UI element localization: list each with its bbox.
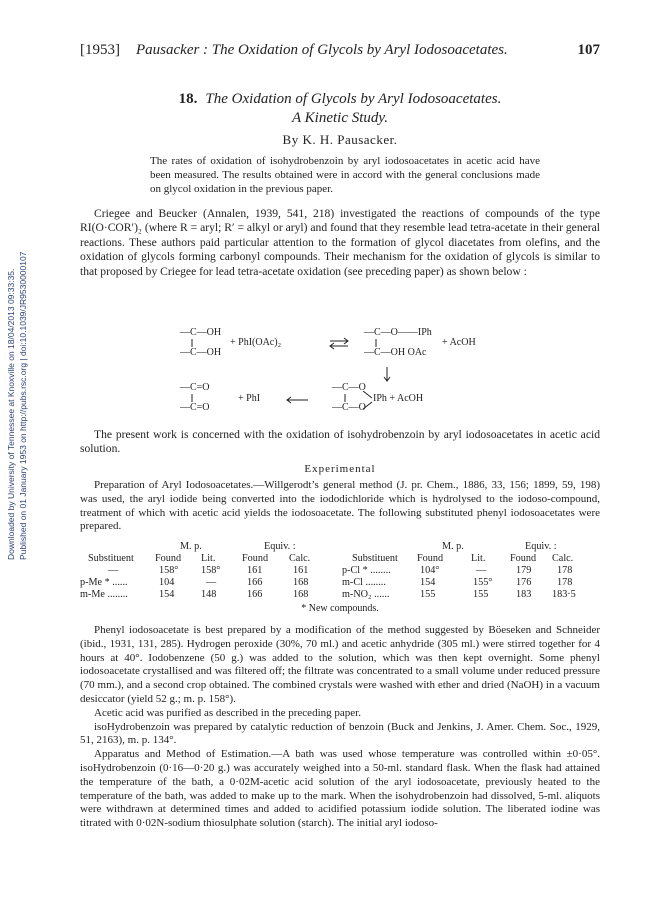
table-cell: m-NO₂ ...... [342,589,390,600]
col-equiv-found-left: Found [242,553,269,564]
carbonyl-top: —C=O [180,382,210,393]
reaction-scheme [180,315,480,425]
glycol-bottom: —C—OH [180,347,222,358]
col-substituent-left: Substituent [88,553,134,564]
intermediate-bottom: —C—OH OAc [364,347,427,358]
cyclic-bottom: —C—O [332,402,366,413]
col-lit-right: Lit. [471,553,486,564]
intermediate-top: —C—O——IPh [364,327,432,338]
table-cell: 168 [293,589,309,600]
table-cell: 178 [557,577,573,588]
acoh-product: + AcOH [442,337,476,348]
table-cell: 176 [516,577,532,588]
mp-header-right: M. p. [442,541,464,552]
table-cell: 154 [159,589,175,600]
table-cell: 161 [247,565,263,576]
phenyl-paragraph: Phenyl iodosoacetate is best prepared by a modification of the method suggested by Böeseken and Schneider (ibid., 1931, 131, 285). Hydrogen peroxide (30%, 70 ml.) and acetic anhydride (305 ml.) were stirred together for 4 hours at 40°. Iodobenzene (50 g.) was added to the solution, which was then kept overnight. Some phenyl iodosoacetate crystallised and was filtered off; the filtrate was concentrated to a small volume under reduced pressure (70 mm.), and a second crop obtained. The combined crystals were washed with ether and dried (NaOH) in a vacuum desiccator (yield 52 g.; m. p. 158°). [80,624,600,705]
table-cell: 148 [201,589,217,600]
present-work-paragraph: The present work is concerned with the oxidation of isohydrobenzoin by aryl iodosoacetates in acetic acid solution. [80,428,600,456]
table-cell: m-Me ........ [80,589,128,600]
table-cell: 183 [516,589,532,600]
table-cell: 155° [473,577,493,588]
col-calc-right: Calc. [552,553,574,564]
table-cell: p-Cl * ........ [342,565,391,576]
title-line-1: The Oxidation of Glycols by Aryl Iodosoacetates. [205,91,502,107]
acetic-paragraph: Acetic acid was purified as described in the preceding paper. [94,706,361,719]
table-cell: — [108,565,119,576]
table-cell: 161 [293,565,309,576]
table-cell: 179 [516,565,532,576]
table-cell: 158° [201,565,221,576]
abstract: The rates of oxidation of isohydrobenzoin by aryl iodosoacetates in acetic acid have been measured. The results obtained were in accord with the general conclusions made on glycol oxidation in the previous paper. [150,155,540,195]
table-cell: 168 [293,577,309,588]
col-found-left: Found [155,553,182,564]
isohydrobenzoin-paragraph: isoHydrobenzoin was prepared by catalytic reduction of benzoin (Buck and Jenkins, J. Amer. Chem. Soc., 1929, 51, 2163), m. p. 134°. [80,720,600,747]
methods-section [80,624,600,831]
table-cell: 166 [247,589,263,600]
table-cell: p-Me * ...... [80,577,128,588]
published-note[interactable]: Published on 01 January 1953 on http://pubs.rsc.org | doi:10.1039/JR9530000107 [18,251,28,560]
downloaded-note: Downloaded by University of Tennessee at Knoxville on 18/04/2013 09:33:35. [6,268,16,560]
equiv-header-right: Equiv. : [525,541,557,552]
cyclic-iph: IPh + AcOH [373,393,424,404]
apparatus-paragraph: Apparatus and Method of Estimation.—A bath was used whose temperature was controlled within ±0·05°. isoHydrobenzoin (0·16—0·20 g.) was accurately weighed into a 50-ml. standard flask. When the flask had attained the temperature of the bath, a 0·02M-acetic acid solution of the aryl iodosoacetate, previously heated to the temperature of the bath, was added to make up to the mark. When the isohydrobenzoin had dissolved, 5-ml. aliquots were withdrawn at determined times and added to acidified potassium iodide solution. The liberated iodine was titrated with 0·02N-sodium thiosulphate solution (starch). The initial aryl iodoso- [80,748,600,830]
equiv-header-left: Equiv. : [264,541,296,552]
mp-header-left: M. p. [180,541,202,552]
table-cell: 155 [420,589,436,600]
col-substituent-right: Substituent [352,553,398,564]
author-line: By K. H. Pausacker. [282,132,398,147]
table-cell: 166 [247,577,263,588]
intro-paragraph: Criegee and Beucker (Annalen, 1939, 541, 218) investigated the reactions of compounds of the type RI(O·COR′)₂ (where R = aryl; R′ = alkyl or aryl) and found that they resemble lead tetra-acetate in their general reactions. These authors paid particular attention to the formation of glycol diacetates from olefins, and the oxidation of glycols forming carbonyl compounds. Their mechanism for the oxidation of glycols is similar to that proposed by Criegee for lead tetra-acetate oxidation (see preceding paper) as shown below : [80,207,600,278]
running-head-year: [1953] [80,42,120,58]
table-cell: 104 [159,577,175,588]
cyclic-top: —C—O [332,382,366,393]
scheme-arrows [180,315,480,425]
col-lit-left: Lit. [201,553,216,564]
col-found-right: Found [417,553,444,564]
table-cell: m-Cl ........ [342,577,386,588]
carbonyl-bottom: —C=O [180,402,210,413]
experimental-heading: Experimental [304,463,376,475]
table-footnote: * New compounds. [301,603,379,614]
table-cell: 183·5 [552,589,576,600]
page-number: 107 [577,42,600,58]
article-title [80,90,600,128]
table-cell: 104° [420,565,440,576]
download-watermark [6,160,28,560]
col-equiv-found-right: Found [510,553,537,564]
table-cell: — [476,565,487,576]
table-cell: 178 [557,565,573,576]
preparation-paragraph: Preparation of Aryl Iodosoacetates.—Willgerodt’s general method (J. pr. Chem., 1886, 33, 156; 1899, 59, 198) was used, the aryl iodide being converted into the iododichloride which is hydrolysed to the iodoso-compound, treatment of which with acetic acid yields the iodosoacetate. The following substituted phenyl iodosoacetates were prepared. [80,479,600,533]
running-head-title: Pausacker : The Oxidation of Glycols by Aryl Iodosoacetates. [136,42,508,58]
table-cell: 155 [473,589,489,600]
title-line-2: A Kinetic Study. [292,110,388,126]
article-number: 18. [178,91,198,107]
phi-product: + PhI [238,393,261,404]
glycol-top: —C—OH [180,327,222,338]
reagent: + PhI(OAc)₂ [230,337,282,348]
col-calc-left: Calc. [289,553,311,564]
table-cell: — [206,577,217,588]
table-cell: 158° [159,565,179,576]
table-cell: 154 [420,577,436,588]
